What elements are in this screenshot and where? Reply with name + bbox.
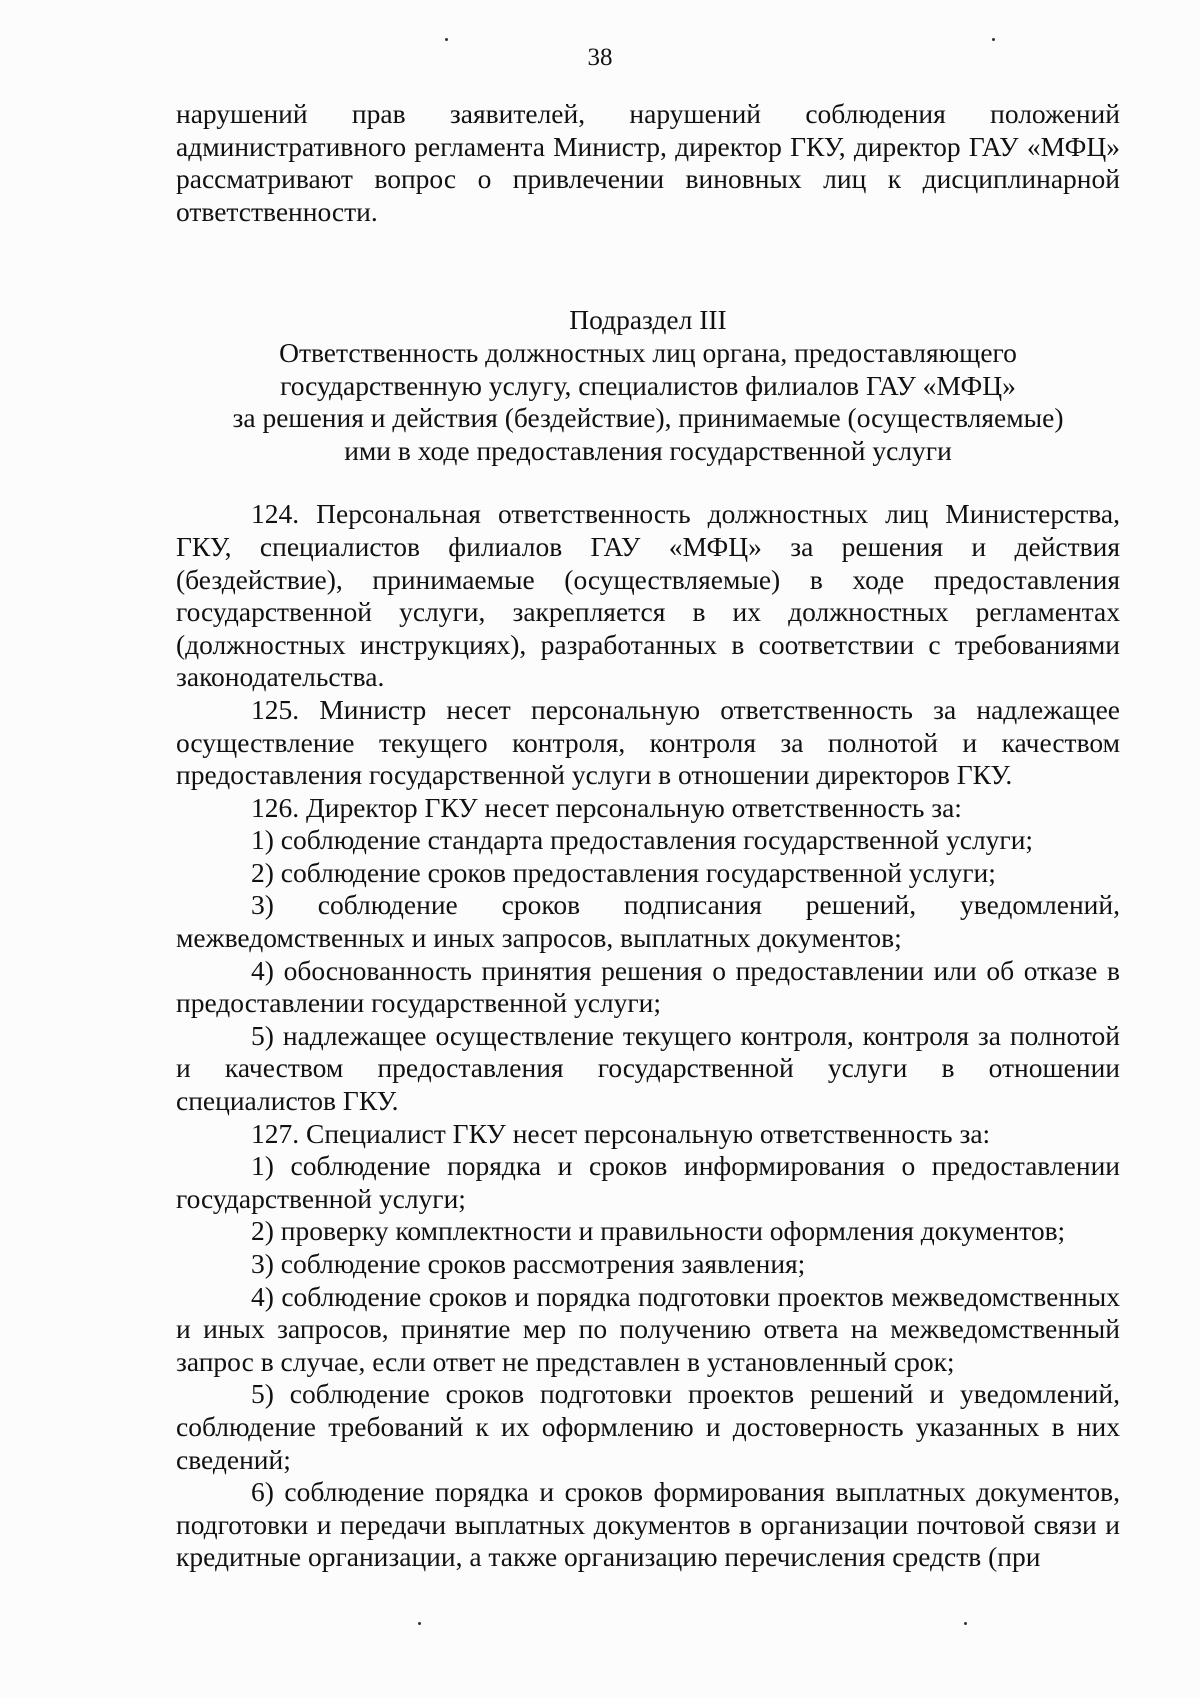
page-number: 38 bbox=[587, 44, 613, 71]
paragraph-124: 124. Персональная ответственность должностных лиц Министерства, ГКУ, специалистов филиалов ГАУ «МФЦ» за решения и действия (бездействие), принимаемые (осуществляемые) в ходе предоставления государственной услуги, закрепляется в их должностных регламентах (должностных инструкциях), разработанных в соответствии с требованиями законодательства. bbox=[176, 498, 1120, 693]
subsection-title-line: Ответственность должностных лиц органа, предоставляющего bbox=[279, 336, 1017, 368]
list-item: 1) соблюдение порядка и сроков информирования о предоставлении государственной услуги; bbox=[176, 1150, 1120, 1214]
scan-speck bbox=[445, 38, 448, 41]
scan-speck bbox=[964, 1622, 967, 1625]
paragraph-125: 125. Министр несет персональную ответственность за надлежащее осуществление текущего контроля, контроля за полнотой и качеством предоставления государственной услуги в отношении директоров ГКУ. bbox=[176, 693, 1120, 791]
subsection-label: Подраздел III bbox=[569, 304, 727, 336]
scan-speck bbox=[418, 1622, 421, 1625]
subsection-heading bbox=[176, 304, 1120, 467]
list-item: 5) соблюдение сроков подготовки проектов решений и уведомлений, соблюдение требований к их оформлению и достоверность указанных в них сведений; bbox=[176, 1378, 1120, 1475]
list-item: 4) соблюдение сроков и порядка подготовки проектов межведомственных и иных запросов, принятие мер по получению ответа на межведомственный запрос в случае, если ответ не представлен в установленный срок; bbox=[176, 1280, 1120, 1377]
subsection-title-line: ими в ходе предоставления государственной услуги bbox=[344, 434, 952, 466]
list-item: 1) соблюдение стандарта предоставления государственной услуги; bbox=[251, 824, 1034, 856]
list-item: 3) соблюдение сроков подписания решений, уведомлений, межведомственных и иных запросов, выплатных документов; bbox=[176, 889, 1120, 954]
paragraph-126: 126. Директор ГКУ несет персональную ответственность за: bbox=[251, 791, 962, 823]
paragraph-127: 127. Специалист ГКУ несет персональную ответственность за: bbox=[251, 1117, 991, 1149]
list-item: 2) проверку комплектности и правильности оформления документов; bbox=[251, 1215, 1066, 1247]
document-body bbox=[176, 98, 1120, 1574]
subsection-title-line: государственную услугу, специалистов филиалов ГАУ «МФЦ» bbox=[280, 369, 1016, 401]
list-item: 4) обоснованность принятия решения о предоставлении или об отказе в предоставлении государственной услуги; bbox=[176, 954, 1120, 1019]
scan-speck bbox=[992, 38, 995, 41]
list-item: 3) соблюдение сроков рассмотрения заявления; bbox=[251, 1248, 806, 1279]
list-item: 5) надлежащее осуществление текущего контроля, контроля за полнотой и качеством предоставления государственной услуги в отношении специалистов ГКУ. bbox=[176, 1019, 1120, 1117]
list-item: 6) соблюдение порядка и сроков формирования выплатных документов, подготовки и передачи выплатных документов в организации почтовой связи и кредитные организации, а также организацию перечисления средств (при bbox=[176, 1476, 1120, 1573]
intro-paragraph: нарушений прав заявителей, нарушений соблюдения положений административного регламента Министр, директор ГКУ, директор ГАУ «МФЦ» рассматривают вопрос о привлечении виновных лиц к дисциплинарной ответственности. bbox=[176, 98, 1120, 227]
list-item: 2) соблюдение сроков предоставления государственной услуги; bbox=[251, 856, 996, 888]
subsection-title-line: за решения и действия (бездействие), принимаемые (осуществляемые) bbox=[232, 402, 1064, 434]
